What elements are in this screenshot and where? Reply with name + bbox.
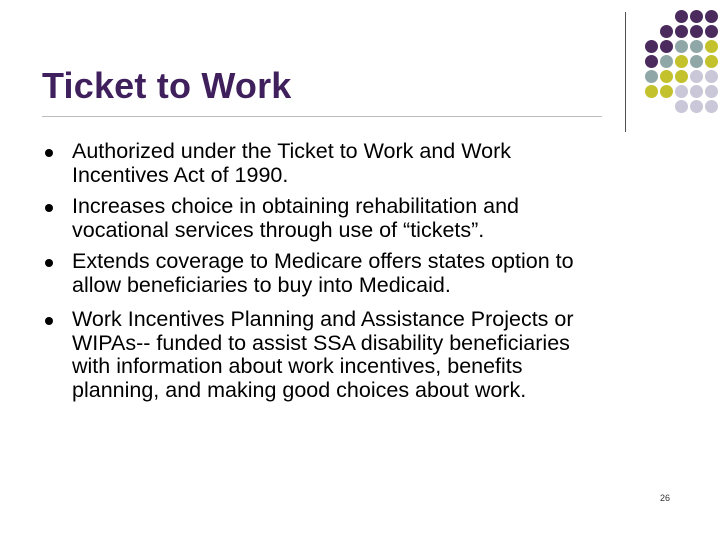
decorative-dot: [645, 55, 658, 68]
decorative-dot: [645, 70, 658, 83]
decorative-dot: [660, 25, 673, 38]
decorative-dot: [645, 40, 658, 53]
decorative-dot: [705, 70, 718, 83]
bullet-dot-icon: [45, 149, 53, 157]
bullet-dot-icon: [45, 204, 53, 212]
decorative-dot: [705, 10, 718, 23]
bullet-dot-icon: [45, 259, 53, 267]
decorative-dot: [675, 40, 688, 53]
decorative-dot: [690, 40, 703, 53]
decorative-dot: [660, 85, 673, 98]
bullet-text: Increases choice in obtaining rehabilitation and vocational services through use of “tickets”.: [72, 194, 520, 242]
decorative-dot: [690, 10, 703, 23]
decorative-dot: [690, 55, 703, 68]
decorative-dot: [705, 100, 718, 113]
slide-title: Ticket to Work: [42, 65, 292, 106]
decorative-dot: [705, 40, 718, 53]
decorative-dot: [705, 55, 718, 68]
decorative-dot: [705, 85, 718, 98]
bullet-text: Work Incentives Planning and Assistance Projects or WIPAs-- funded to assist SSA disability beneficiaries with information about work incentives, benefits planning, and making good choices about work.: [72, 307, 574, 402]
bullet-text: Authorized under the Ticket to Work and Work Incentives Act of 1990.: [72, 139, 511, 187]
decorative-dot: [705, 25, 718, 38]
decorative-dot: [675, 25, 688, 38]
decorative-dot: [645, 85, 658, 98]
decorative-dot: [675, 55, 688, 68]
decorative-dot: [675, 85, 688, 98]
decorative-dot: [660, 40, 673, 53]
decorative-dot-grid: [640, 10, 720, 122]
decorative-dot: [675, 70, 688, 83]
title-divider: [42, 116, 602, 117]
vertical-divider: [625, 12, 626, 132]
decorative-dot: [690, 100, 703, 113]
decorative-dot: [690, 70, 703, 83]
page-number: 26: [660, 493, 671, 503]
decorative-dot: [690, 25, 703, 38]
bullet-dot-icon: [45, 317, 53, 325]
decorative-dot: [660, 55, 673, 68]
decorative-dot: [660, 70, 673, 83]
decorative-dot: [675, 10, 688, 23]
bullet-text: Extends coverage to Medicare offers states option to allow beneficiaries to buy into Medicaid.: [72, 249, 574, 297]
decorative-dot: [675, 100, 688, 113]
decorative-dot: [690, 85, 703, 98]
